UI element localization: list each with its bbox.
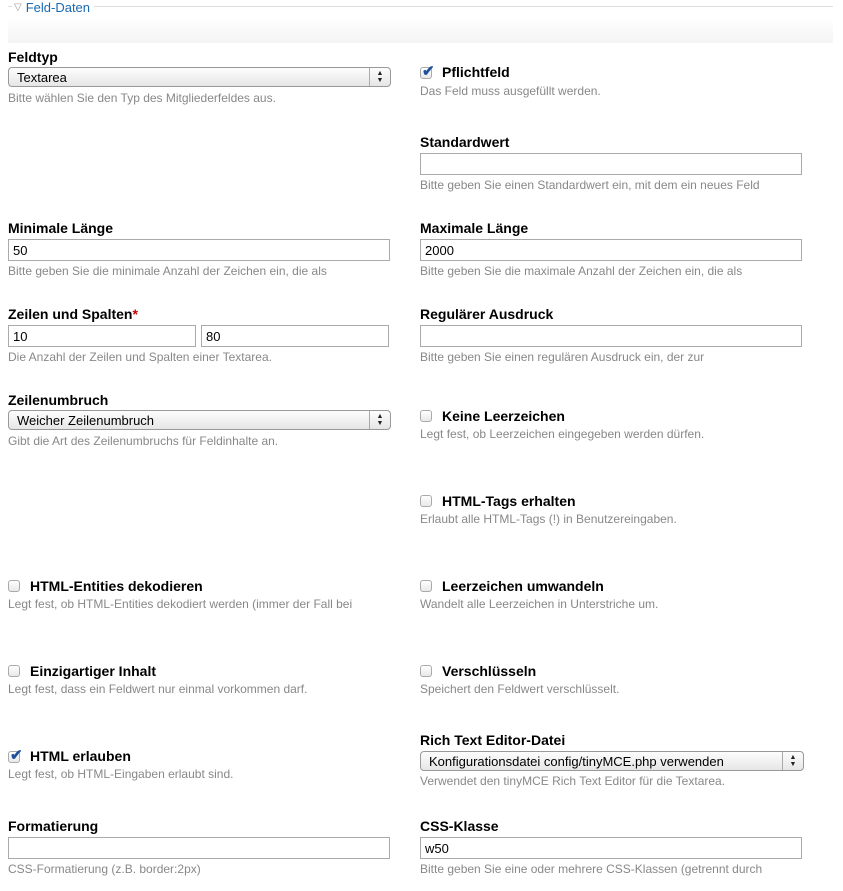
feldtyp-select[interactable] — [8, 67, 391, 87]
html-erlauben-checkbox[interactable] — [8, 747, 23, 764]
zeilen-label-text: Zeilen und Spalten — [8, 306, 133, 322]
required-marker: * — [132, 306, 138, 322]
select-arrows-icon: ▲ ▼ — [369, 411, 390, 429]
einzigartig-checkbox[interactable] — [8, 665, 20, 677]
html-erlauben-label[interactable]: HTML erlauben — [30, 748, 131, 764]
umbruch-value: Weicher Zeilenumbruch — [17, 412, 155, 428]
maxlen-input[interactable] — [420, 239, 802, 261]
select-arrows-icon: ▲ ▼ — [369, 68, 390, 86]
einzigartig-help: Legt fest, dass ein Feldwert nur einmal vorkommen darf. — [8, 682, 308, 696]
html-tags-help: Erlaubt alle HTML-Tags (!) in Benutzereingaben. — [420, 512, 677, 526]
fieldset-header — [8, 0, 833, 43]
maxlen-label: Maximale Länge — [420, 220, 529, 236]
rte-value: Konfigurationsdatei config/tinyMCE.php verwenden — [429, 753, 724, 769]
html-tags-label[interactable]: HTML-Tags erhalten — [442, 493, 576, 509]
html-erlauben-help: Legt fest, ob HTML-Eingaben erlaubt sind. — [8, 767, 234, 781]
rte-select[interactable] — [420, 751, 804, 771]
entities-label[interactable]: HTML-Entities dekodieren — [30, 578, 203, 594]
select-arrows-icon: ▲ ▼ — [782, 752, 803, 770]
css-klasse-label: CSS-Klasse — [420, 818, 499, 834]
zeilen-help: Die Anzahl der Zeilen und Spalten einer Textarea. — [8, 350, 272, 364]
rte-help: Verwendet den tinyMCE Rich Text Editor für die Textarea. — [420, 774, 726, 788]
verschluesseln-checkbox[interactable] — [420, 665, 432, 677]
umbruch-help: Gibt die Art des Zeilenumbruchs für Feldinhalte an. — [8, 434, 279, 448]
checkmark-icon: ✔ — [10, 747, 23, 764]
umbruch-label: Zeilenumbruch — [8, 392, 109, 408]
feldtyp-label: Feldtyp — [8, 49, 58, 65]
collapse-triangle-icon[interactable]: ▽ — [14, 2, 22, 13]
verschluesseln-label[interactable]: Verschlüsseln — [442, 663, 537, 679]
leerzeichen-umwandeln-label[interactable]: Leerzeichen umwandeln — [442, 578, 604, 594]
keine-leerzeichen-label[interactable]: Keine Leerzeichen — [442, 408, 565, 424]
formatierung-label: Formatierung — [8, 818, 99, 834]
formatierung-input[interactable] — [8, 837, 390, 859]
minlen-input[interactable] — [8, 239, 390, 261]
cols-input[interactable] — [201, 325, 389, 347]
entities-checkbox[interactable] — [8, 580, 20, 592]
pflichtfeld-checkbox[interactable] — [420, 63, 435, 80]
keine-leerzeichen-help: Legt fest, ob Leerzeichen eingegeben werden dürfen. — [420, 427, 705, 441]
rows-input[interactable] — [8, 325, 196, 347]
feldtyp-help: Bitte wählen Sie den Typ des Mitgliederfeldes aus. — [8, 91, 276, 105]
einzigartig-label[interactable]: Einzigartiger Inhalt — [30, 663, 157, 679]
html-tags-checkbox[interactable] — [420, 495, 432, 507]
leerzeichen-umwandeln-help: Wandelt alle Leerzeichen in Unterstriche um. — [420, 597, 659, 611]
formatierung-help: CSS-Formatierung (z.B. border:2px) — [8, 862, 201, 876]
umbruch-select[interactable] — [8, 410, 391, 430]
feldtyp-value: Textarea — [17, 69, 67, 85]
entities-help: Legt fest, ob HTML-Entities dekodiert werden (immer der Fall bei — [8, 597, 353, 611]
minlen-help: Bitte geben Sie die minimale Anzahl der Zeichen ein, die als — [8, 264, 327, 278]
zeilen-label — [8, 306, 138, 322]
pflichtfeld-help: Das Feld muss ausgefüllt werden. — [420, 84, 601, 98]
standardwert-help: Bitte geben Sie einen Standardwert ein, mit dem ein neues Feld — [420, 178, 760, 192]
legend-label[interactable]: Feld-Daten — [25, 0, 91, 15]
pflichtfeld-label[interactable]: Pflichtfeld — [442, 64, 510, 80]
minlen-label: Minimale Länge — [8, 220, 114, 236]
standardwert-input[interactable] — [420, 153, 802, 175]
regex-input[interactable] — [420, 325, 802, 347]
leerzeichen-umwandeln-checkbox[interactable] — [420, 580, 432, 592]
css-klasse-help: Bitte geben Sie eine oder mehrere CSS-Klassen (getrennt durch — [420, 862, 763, 876]
regex-label: Regulärer Ausdruck — [420, 306, 554, 322]
checkmark-icon: ✔ — [422, 63, 435, 80]
rte-label: Rich Text Editor-Datei — [420, 732, 566, 748]
verschluesseln-help: Speichert den Feldwert verschlüsselt. — [420, 682, 620, 696]
css-klasse-input[interactable] — [420, 837, 802, 859]
maxlen-help: Bitte geben Sie die maximale Anzahl der Zeichen ein, die als — [420, 264, 743, 278]
regex-help: Bitte geben Sie einen regulären Ausdruck ein, der zur — [420, 350, 705, 364]
fieldset-legend[interactable] — [12, 0, 94, 15]
keine-leerzeichen-checkbox[interactable] — [420, 410, 432, 422]
standardwert-label: Standardwert — [420, 134, 510, 150]
